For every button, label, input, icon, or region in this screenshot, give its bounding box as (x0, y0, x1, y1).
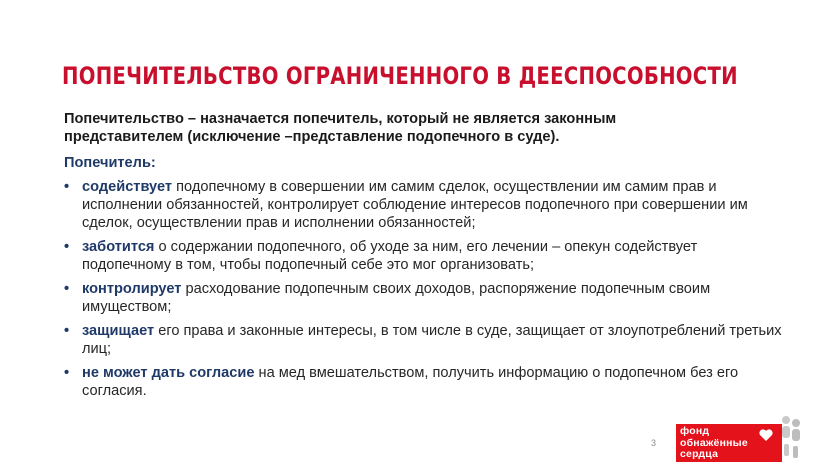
logo-line-2: обнажённые (680, 436, 748, 449)
intro-paragraph (64, 110, 704, 146)
bullet-marker: • (64, 239, 70, 255)
bullet-item (64, 238, 784, 274)
intro-line-1: Попечительство – назначается попечитель, который не является законным (64, 111, 617, 127)
bullet-item (64, 364, 784, 400)
bullet-item (64, 280, 784, 316)
heart-icon (758, 427, 774, 443)
intro-line-2: представителем (исключение –представление подопечного в суде). (64, 129, 560, 145)
bullet-marker: • (64, 179, 70, 195)
subheading: Попечитель: (64, 155, 156, 171)
slide-title: ПОПЕЧИТЕЛЬСТВО ОГРАНИЧЕННОГО В ДЕЕСПОСОБНОСТИ (62, 62, 738, 90)
bullet-keyword: содействует (82, 179, 173, 195)
logo-text (680, 426, 748, 461)
logo-line-1: фонд (680, 425, 710, 437)
logo-box (676, 424, 782, 462)
bullet-marker: • (64, 281, 70, 297)
people-figure-icon (776, 414, 804, 464)
bullet-text: его права и законные интересы, в том числе в суде, защищает от злоупотреблений третьих лиц; (82, 323, 782, 357)
foundation-logo (676, 424, 802, 462)
logo-line-3: сердца (680, 448, 719, 460)
bullet-item (64, 178, 784, 232)
bullet-marker: • (64, 323, 70, 339)
bullet-keyword: защищает (82, 323, 155, 339)
bullet-text: на мед вмешательством, получить информацию о подопечном без его согласия. (82, 365, 739, 399)
bullet-keyword: не может дать согласие (82, 365, 255, 381)
bullet-item (64, 322, 784, 358)
bullet-keyword: заботится (82, 239, 155, 255)
bullet-text: подопечному в совершении им самим сделок, осуществлении им самим прав и исполнении обязанностей, контролирует соблюдение интересов подопечного при совершении им сделок, осуществлении прав и исполнении обязанностей; (82, 179, 748, 231)
page-number: 3 (651, 438, 657, 448)
bullet-marker: • (64, 365, 70, 381)
bullet-text: расходование подопечным своих доходов, распоряжение подопечным своим имуществом; (82, 281, 711, 315)
bullet-text: о содержании подопечного, об уходе за ним, его лечении – опекун содействует подопечному в том, чтобы подопечный себе это мог организовать; (82, 239, 698, 273)
bullet-list (64, 178, 784, 406)
bullet-keyword: контролирует (82, 281, 182, 297)
